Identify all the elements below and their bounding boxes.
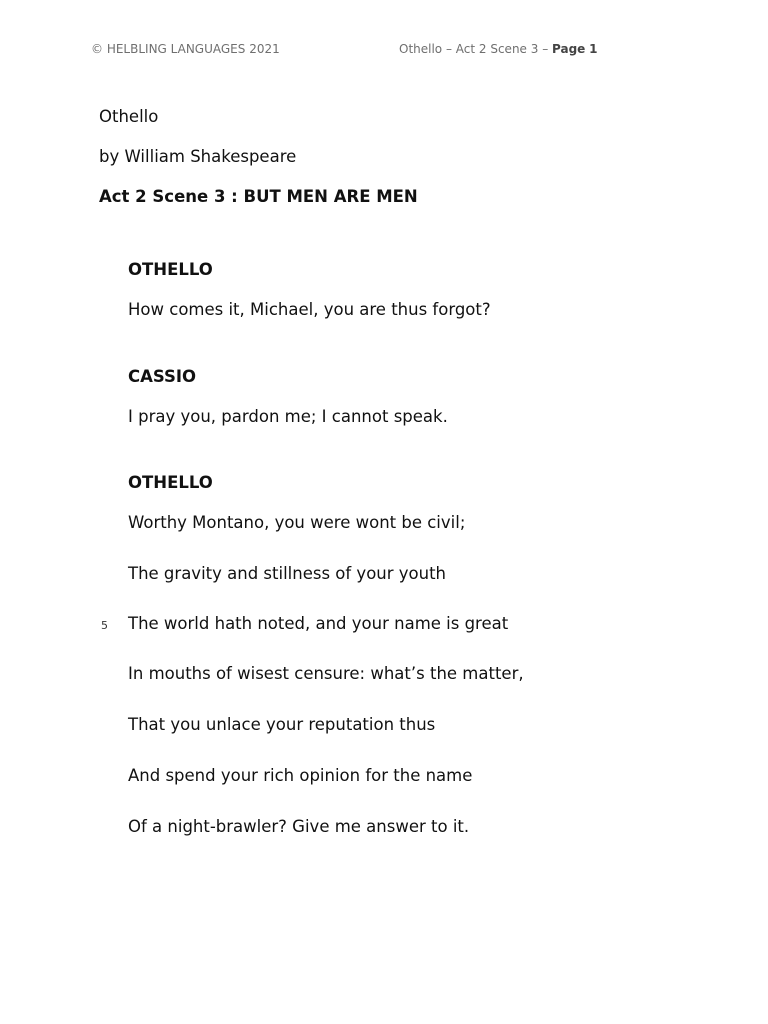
- dialogue-line: Worthy Montano, you were wont be civil;: [128, 513, 466, 532]
- line-number: 5: [101, 619, 108, 632]
- header-page-number: 1: [589, 42, 598, 56]
- document-author: by William Shakespeare: [99, 147, 297, 166]
- dialogue-line: I pray you, pardon me; I cannot speak.: [128, 407, 448, 426]
- dialogue-line: How comes it, Michael, you are thus forgot?: [128, 300, 491, 319]
- header-running-title: [399, 42, 598, 56]
- dialogue-line: Of a night-brawler? Give me answer to it.: [128, 817, 470, 836]
- header-title-text: Othello – Act 2 Scene 3 –: [399, 42, 553, 56]
- dialogue-line: The world hath noted, and your name is great: [128, 614, 509, 633]
- dialogue-line: And spend your rich opinion for the name: [128, 766, 473, 785]
- dialogue-line: In mouths of wisest censure: what’s the matter,: [128, 664, 524, 683]
- document-title: Othello: [99, 107, 159, 126]
- speaker-name: CASSIO: [128, 367, 197, 386]
- speaker-name: OTHELLO: [128, 473, 213, 492]
- header-page-label: Page: [552, 42, 586, 56]
- speaker-name: OTHELLO: [128, 260, 213, 279]
- header-copyright: © HELBLING LANGUAGES 2021: [91, 42, 280, 56]
- dialogue-line: That you unlace your reputation thus: [128, 715, 436, 734]
- dialogue-line: The gravity and stillness of your youth: [128, 564, 447, 583]
- scene-heading: Act 2 Scene 3 : BUT MEN ARE MEN: [99, 187, 418, 206]
